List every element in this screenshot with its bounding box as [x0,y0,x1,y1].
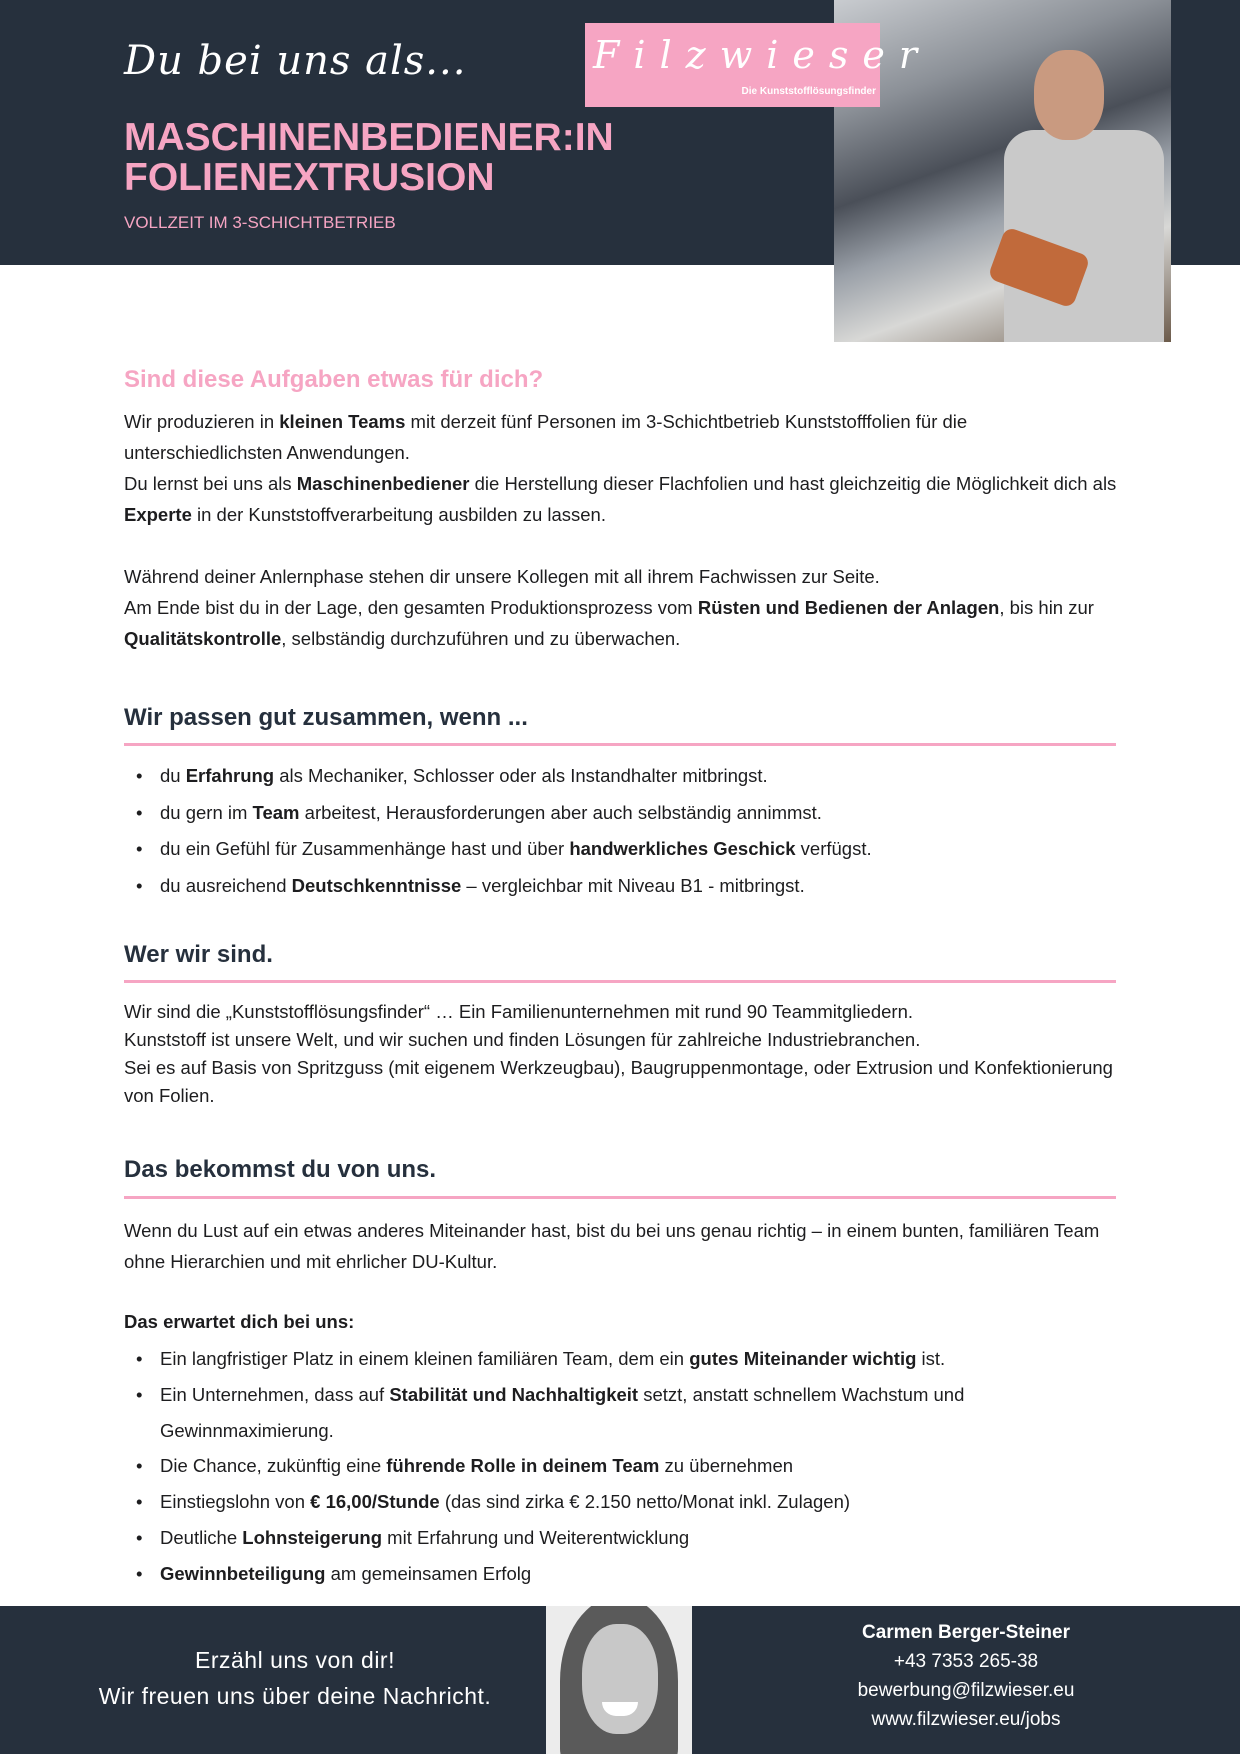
section-fit [124,704,1124,732]
list-item [124,1341,1124,1377]
emphasis-text: Deutschkenntnisse [291,874,462,896]
list-item [124,1448,1124,1484]
text-segment: zu übernehmen [659,1455,794,1477]
text-segment: Die Chance, zukünftig eine [160,1455,387,1477]
emphasis-text: Rüsten und Bedienen der Anlagen [697,597,1000,618]
contact-portrait [546,1606,692,1754]
job-title-line2: FOLIENEXTRUSION [124,156,495,199]
offer-text [124,1215,1124,1277]
contact-phone[interactable]: +43 7353 265-38 [893,1651,1039,1672]
footer [0,1606,1240,1754]
text-segment: Am Ende bist du in der Lage, den gesamten Produktionsprozess vom [124,597,698,618]
tagline: Du bei uns als... [124,38,467,84]
list-item [124,1556,1124,1592]
text-segment: Wenn du Lust auf ein etwas anderes Miteinander hast, bist du bei uns genau richtig – in einem bunten, familiären Team ohne Hierarchien und mit ehrlicher DU-Kultur. [124,1220,1100,1272]
list-item [124,1484,1124,1520]
emphasis-text: Qualitätskontrolle [124,628,282,649]
paragraph [124,1026,1124,1054]
emphasis-text: Gewinnbeteiligung [160,1562,326,1584]
list-item [124,1520,1124,1556]
footer-message [0,1642,590,1714]
text-segment: – vergleichbar mit Niveau B1 - mitbringst. [461,874,805,896]
section-heading: Sind diese Aufgaben etwas für dich? [124,366,544,393]
footer-line2: Wir freuen uns über deine Nachricht. [98,1683,492,1709]
text-segment: Ein langfristiger Platz in einem kleinen familiären Team, dem ein [160,1348,690,1369]
job-subtitle: VOLLZEIT IM 3-SCHICHTBETRIEB [124,213,396,232]
section-heading: Das bekommst du von uns. [124,1156,437,1183]
emphasis-text: Maschinenbediener [296,473,470,494]
text-segment: du [160,765,186,786]
emphasis-text: handwerkliches Geschick [569,838,796,859]
list-item [124,831,1124,868]
emphasis-text: führende Rolle in deinem Team [386,1455,660,1477]
company-logo [585,23,932,107]
emphasis-text: Experte [124,504,192,525]
list-item [124,795,1124,832]
logo-text: Filzwieser [593,33,932,77]
text-segment: du ein Gefühl für Zusammenhänge hast und über [160,838,570,859]
text-segment: arbeitest, Herausforderungen aber auch selbständig annimmst. [299,801,822,823]
contact-info [692,1618,1240,1734]
paragraph [124,468,1124,530]
divider [124,1196,1116,1199]
text-segment: am gemeinsamen Erfolg [325,1562,532,1584]
text-segment: in der Kunststoffverarbeitung ausbilden zu lassen. [191,504,606,525]
text-segment: Ein Unternehmen, dass auf [160,1383,390,1405]
emphasis-text: € 16,00/Stunde [310,1491,440,1513]
emphasis-text: Lohnsteigerung [242,1526,383,1548]
section-offer [124,1156,1124,1184]
job-title [124,118,614,198]
contact-website[interactable]: www.filzwieser.eu/jobs [871,1709,1061,1730]
emphasis-text: Stabilität und Nachhaltigkeit [389,1383,639,1405]
text-segment: verfügst. [795,838,872,859]
paragraph [124,592,1124,654]
logo-subtext: Die Kunststofflösungsfinder [741,86,876,97]
job-title-line1: MASCHINENBEDIENER:IN [124,116,614,159]
text-segment: setzt, anstatt schnellem Wachstum und Gewinnmaximierung. [160,1383,965,1441]
paragraph [124,1054,1124,1110]
list-item [124,758,1124,795]
paragraph [124,998,1124,1026]
section-tasks [124,366,1124,654]
text-segment: mit derzeit fünf Personen im 3-Schichtbetrieb Kunststofffolien für die unterschiedlichsten Anwendungen. [124,411,968,463]
text-segment: , selbständig durchzuführen und zu überwachen. [281,628,681,649]
paragraph [124,406,1124,468]
paragraph [124,1215,1124,1277]
emphasis-text: Team [252,801,300,823]
text-segment: Du lernst bei uns als [124,473,297,494]
text-segment: Sei es auf Basis von Spritzguss (mit eigenem Werkzeugbau), Baugruppenmontage, oder Extrusion und Konfektionierung von Folien. [124,1057,1113,1106]
photo-face [1034,50,1104,140]
text-segment: , bis hin zur [999,597,1094,618]
offer-list [124,1341,1124,1592]
text-segment: Wir sind die „Kunststofflösungsfinder“ … Ein Familienunternehmen mit rund 90 Teammitgliedern. [124,1001,914,1022]
text-segment: als Mechaniker, Schlosser oder als Instandhalter mitbringst. [274,765,768,786]
text-segment: Kunststoff ist unsere Welt, und wir suchen und finden Lösungen für zahlreiche Industriebranchen. [124,1029,921,1050]
section-about [124,941,1124,969]
text-segment: Während deiner Anlernphase stehen dir unsere Kollegen mit all ihrem Fachwissen zur Seite. [124,566,880,587]
about-text [124,998,1124,1110]
offer-subheading: Das erwartet dich bei uns: [124,1311,355,1332]
text-segment: mit Erfahrung und Weiterentwicklung [382,1526,690,1548]
text-segment: Wir produzieren in [124,411,280,432]
emphasis-text: gutes Miteinander wichtig [689,1348,917,1369]
paragraph [124,561,1124,592]
text-segment: Einstiegslohn von [160,1491,311,1513]
text-segment: du gern im [160,801,253,823]
list-item [124,868,1124,905]
contact-email[interactable]: bewerbung@filzwieser.eu [857,1680,1075,1701]
fit-list [124,758,1124,904]
divider [124,743,1116,746]
emphasis-text: kleinen Teams [279,411,406,432]
section-heading: Wir passen gut zusammen, wenn ... [124,704,528,731]
divider [124,980,1116,983]
text-segment: (das sind zirka € 2.150 netto/Monat inkl. Zulagen) [439,1491,851,1513]
text-segment: ist. [916,1348,946,1369]
portrait-face [582,1624,658,1734]
contact-name: Carmen Berger-Steiner [861,1622,1071,1643]
section-heading: Wer wir sind. [124,941,273,968]
text-segment: du ausreichend [160,874,292,896]
text-segment: die Herstellung dieser Flachfolien und hast gleichzeitig die Möglichkeit dich als [469,473,1117,494]
list-item [124,1377,1124,1449]
emphasis-text: Erfahrung [185,765,275,786]
tasks-text [124,406,1124,654]
footer-line1: Erzähl uns von dir! [195,1647,395,1673]
text-segment: Deutliche [160,1526,243,1548]
